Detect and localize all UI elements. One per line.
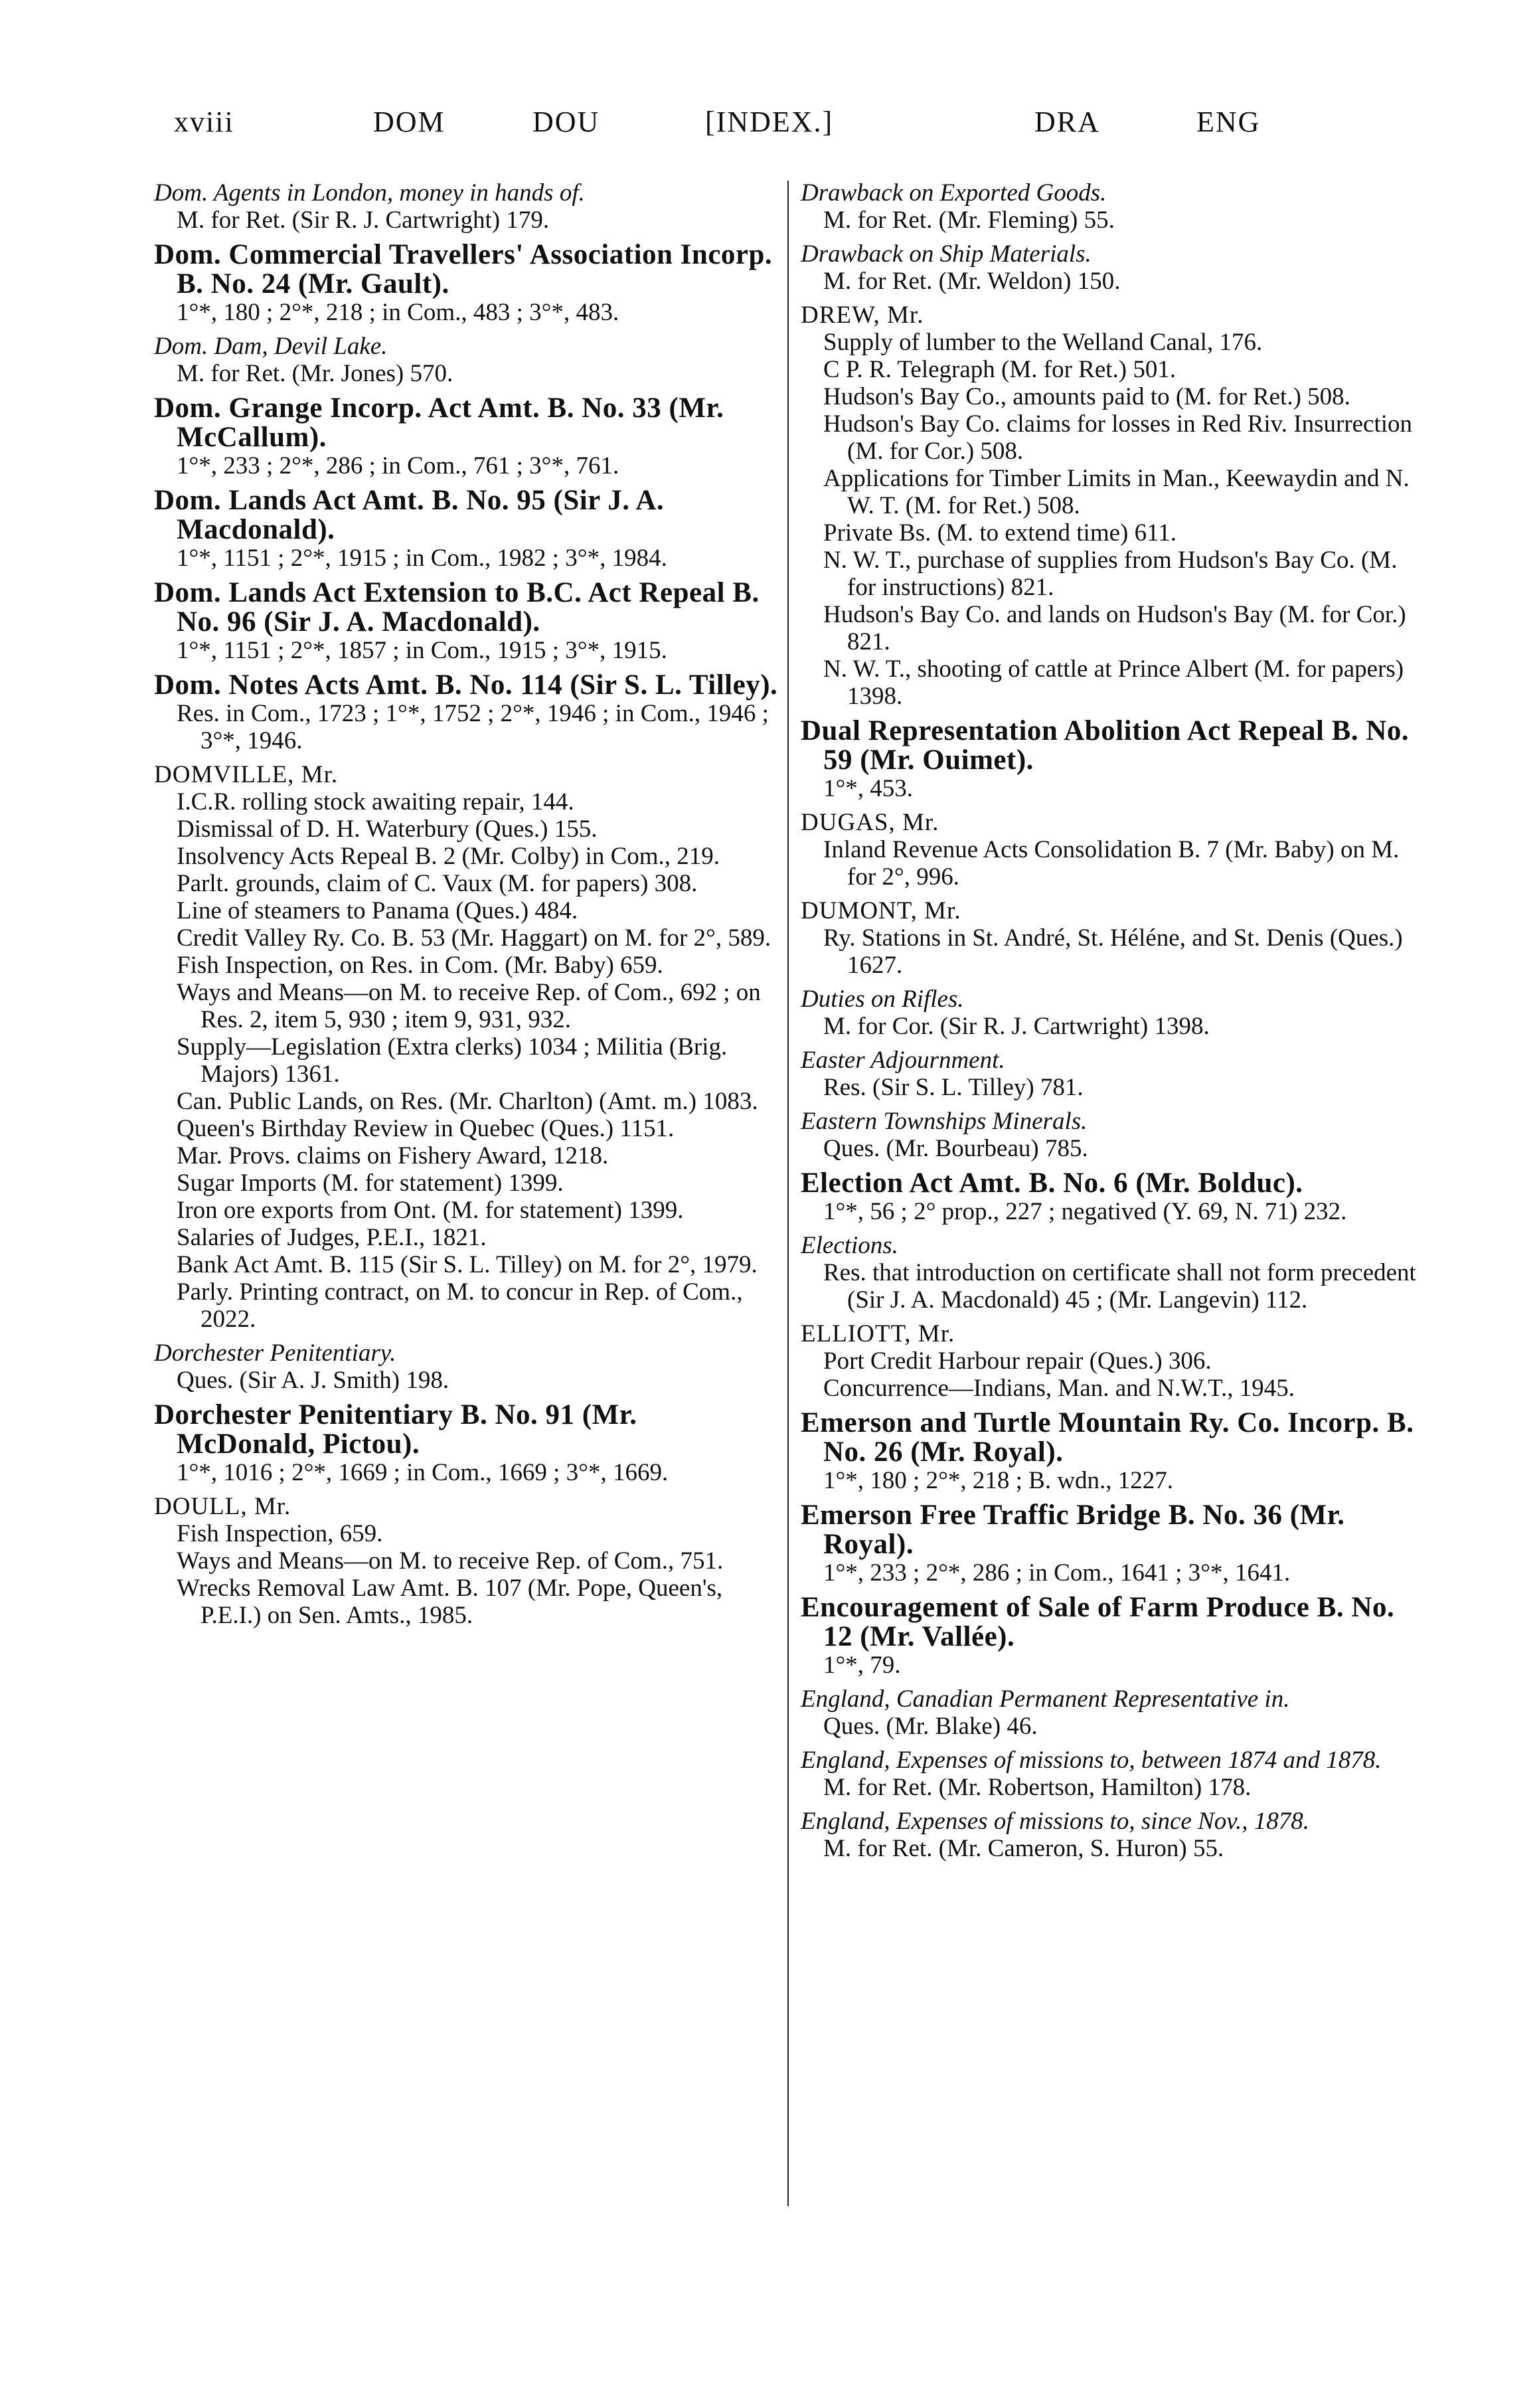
entry-reference: Applications for Timber Limits in Man., Keewaydin and N. W. T. (M. for Ret.) 508. — [823, 465, 1410, 519]
index-entry — [801, 1593, 1425, 1679]
entry-reference: Supply—Legislation (Extra clerks) 1034 ; Militia (Brig. Majors) 1361. — [177, 1033, 728, 1088]
entry-reference: Res. (Sir S. L. Tilley) 781. — [823, 1074, 1084, 1101]
index-entry — [154, 578, 778, 664]
entry-reference: M. for Ret. (Mr. Fleming) 55. — [823, 207, 1115, 234]
index-entry — [801, 1409, 1425, 1494]
entry-reference: Line of steamers to Panama (Ques.) 484. — [177, 897, 578, 924]
index-entry — [154, 1493, 778, 1629]
entry-reference: Res. in Com., 1723 ; 1°*, 1752 ; 2°*, 1946 ; in Com., 1946 ; 3°*, 1946. — [177, 700, 769, 754]
entry-reference: Parly. Printing contract, on M. to concur in Rep. of Com., 2022. — [177, 1278, 743, 1333]
entry-reference: Ways and Means—on M. to receive Rep. of Com., 692 ; on Res. 2, item 5, 930 ; item 9, 931, 932. — [177, 979, 761, 1033]
index-entry — [801, 1747, 1425, 1801]
entry-reference: Dismissal of D. H. Waterbury (Ques.) 155. — [177, 816, 598, 843]
entry-reference: C P. R. Telegraph (M. for Ret.) 501. — [823, 356, 1176, 383]
index-entry — [801, 897, 1425, 979]
entry-heading: DOMVILLE, Mr. — [154, 761, 339, 788]
entry-reference: 1°*, 180 ; 2°*, 218 ; in Com., 483 ; 3°*, 483. — [177, 299, 619, 326]
page-number: xviii — [174, 106, 234, 138]
entry-reference: Ques. (Sir A. J. Smith) 198. — [177, 1367, 449, 1394]
entry-reference: Ques. (Mr. Blake) 46. — [823, 1713, 1038, 1740]
entry-reference: M. for Ret. (Mr. Jones) 570. — [177, 360, 453, 387]
entry-reference: N. W. T., shooting of cattle at Prince Albert (M. for papers) 1398. — [823, 655, 1404, 710]
index-entry — [154, 1339, 778, 1394]
index-entry — [154, 179, 778, 234]
entry-heading: England, Expenses of missions to, since Nov., 1878. — [801, 1808, 1309, 1835]
index-entry — [801, 1501, 1425, 1587]
header-term-4: ENG — [1196, 106, 1261, 138]
entry-reference: Parlt. grounds, claim of C. Vaux (M. for papers) 308. — [177, 870, 698, 897]
entry-reference: Ways and Means—on M. to receive Rep. of Com., 751. — [177, 1547, 724, 1575]
header-term-1: DOM — [373, 106, 446, 138]
entry-reference: Hudson's Bay Co., amounts paid to (M. for Ret.) 508. — [823, 383, 1350, 410]
entry-heading: Dual Representation Abolition Act Repeal B. No. 59 (Mr. Ouimet). — [801, 715, 1410, 776]
entry-reference: Fish Inspection, on Res. in Com. (Mr. Baby) 659. — [177, 952, 663, 979]
entry-reference: Inland Revenue Acts Consolidation B. 7 (Mr. Baby) on M. for 2°, 996. — [823, 836, 1400, 891]
entry-heading: Drawback on Ship Materials. — [801, 240, 1092, 268]
entry-heading: Emerson and Turtle Mountain Ry. Co. Incorp. B. No. 26 (Mr. Royal). — [801, 1407, 1414, 1468]
entry-reference: Hudson's Bay Co. claims for losses in Red Riv. Insurrection (M. for Cor.) 508. — [823, 410, 1413, 465]
header-term-2: DOU — [532, 106, 600, 138]
index-entry — [801, 1808, 1425, 1862]
entry-reference: Wrecks Removal Law Amt. B. 107 (Mr. Pope, Queen's, P.E.I.) on Sen. Amts., 1985. — [177, 1575, 723, 1629]
entry-reference: I.C.R. rolling stock awaiting repair, 144. — [177, 788, 574, 816]
index-entry — [801, 240, 1425, 295]
entry-heading: Dom. Notes Acts Amt. B. No. 114 (Sir S. L. Tilley). — [154, 669, 778, 701]
entry-reference: 1°*, 233 ; 2°*, 286 ; in Com., 1641 ; 3°*, 1641. — [823, 1559, 1291, 1587]
entry-reference: Private Bs. (M. to extend time) 611. — [823, 519, 1176, 547]
entry-reference: 1°*, 453. — [823, 775, 914, 802]
entry-heading: Dorchester Penitentiary. — [154, 1339, 396, 1367]
entry-reference: Concurrence—Indians, Man. and N.W.T., 1945. — [823, 1375, 1295, 1402]
entry-reference: Queen's Birthday Review in Quebec (Ques.) 1151. — [177, 1115, 675, 1142]
header-term-3: DRA — [1034, 106, 1100, 138]
entry-reference: Hudson's Bay Co. and lands on Hudson's Bay (M. for Cor.) 821. — [823, 601, 1406, 655]
entry-heading: Dom. Lands Act Extension to B.C. Act Repeal B. No. 96 (Sir J. A. Macdonald). — [154, 577, 760, 638]
index-entry — [154, 333, 778, 387]
entry-reference: Port Credit Harbour repair (Ques.) 306. — [823, 1347, 1212, 1375]
column-divider — [787, 181, 789, 2206]
entry-heading: DUMONT, Mr. — [801, 897, 961, 924]
entry-reference: M. for Ret. (Sir R. J. Cartwright) 179. — [177, 207, 550, 234]
entry-reference: Sugar Imports (M. for statement) 1399. — [177, 1169, 564, 1197]
index-entry — [801, 1320, 1425, 1402]
entry-heading: Election Act Amt. B. No. 6 (Mr. Bolduc). — [801, 1167, 1303, 1199]
entry-reference: 1°*, 56 ; 2° prop., 227 ; negatived (Y. 69, N. 71) 232. — [823, 1198, 1347, 1225]
index-entry — [801, 179, 1425, 234]
index-label: [INDEX.] — [705, 106, 834, 138]
entry-heading: Easter Adjournment. — [801, 1047, 1005, 1074]
entry-reference: 1°*, 1151 ; 2°*, 1915 ; in Com., 1982 ; 3°*, 1984. — [177, 545, 667, 572]
entry-reference: Res. that introduction on certificate shall not form precedent (Sir J. A. Macdonald) 45 ; (Mr. Langevin) 112. — [823, 1259, 1416, 1314]
entry-reference: Insolvency Acts Repeal B. 2 (Mr. Colby) in Com., 219. — [177, 843, 720, 870]
index-entry — [801, 1232, 1425, 1314]
index-entry — [154, 671, 778, 754]
running-header — [174, 105, 1276, 151]
entry-heading: Emerson Free Traffic Bridge B. No. 36 (Mr. Royal). — [801, 1500, 1345, 1560]
index-entry — [154, 1401, 778, 1486]
index-entry — [801, 1685, 1425, 1740]
index-entry — [801, 717, 1425, 802]
entry-heading: Dom. Agents in London, money in hands of. — [154, 179, 585, 207]
index-entry — [154, 240, 778, 326]
entry-reference: 1°*, 1151 ; 2°*, 1857 ; in Com., 1915 ; 3°*, 1915. — [177, 637, 667, 664]
entry-heading: England, Canadian Permanent Representative in. — [801, 1685, 1290, 1713]
entry-heading: Dom. Lands Act Amt. B. No. 95 (Sir J. A. Macdonald). — [154, 485, 665, 545]
entry-heading: Eastern Townships Minerals. — [801, 1108, 1088, 1135]
index-entry — [801, 1169, 1425, 1225]
index-entry — [801, 1047, 1425, 1101]
entry-reference: Salaries of Judges, P.E.I., 1821. — [177, 1224, 487, 1251]
entry-reference: Fish Inspection, 659. — [177, 1520, 383, 1547]
entry-reference: 1°*, 233 ; 2°*, 286 ; in Com., 761 ; 3°*, 761. — [177, 452, 619, 479]
entry-heading: DOULL, Mr. — [154, 1493, 291, 1520]
index-entry — [801, 1108, 1425, 1162]
entry-heading: Duties on Rifles. — [801, 986, 964, 1013]
entry-reference: Can. Public Lands, on Res. (Mr. Charlton) (Amt. m.) 1083. — [177, 1088, 758, 1115]
entry-reference: 1°*, 79. — [823, 1652, 901, 1679]
left-column — [154, 179, 778, 1636]
entry-reference: Ry. Stations in St. André, St. Héléne, and St. Denis (Ques.) 1627. — [823, 924, 1403, 979]
entry-reference: N. W. T., purchase of supplies from Hudson's Bay Co. (M. for instructions) 821. — [823, 547, 1398, 601]
entry-heading: England, Expenses of missions to, between 1874 and 1878. — [801, 1747, 1382, 1774]
right-column — [801, 179, 1425, 1869]
index-entry — [154, 394, 778, 479]
index-entry — [801, 986, 1425, 1040]
index-entry — [154, 486, 778, 572]
entry-heading: Dom. Grange Incorp. Act Amt. B. No. 33 (Mr. McCallum). — [154, 392, 724, 453]
entry-heading: Elections. — [801, 1232, 898, 1259]
index-entry — [154, 761, 778, 1333]
entry-reference: Mar. Provs. claims on Fishery Award, 1218. — [177, 1142, 609, 1169]
entry-heading: Dom. Commercial Travellers' Association Incorp. B. No. 24 (Mr. Gault). — [154, 239, 773, 300]
entry-heading: DREW, Mr. — [801, 301, 924, 329]
index-entry — [801, 301, 1425, 710]
index-entry — [801, 809, 1425, 891]
entry-reference: 1°*, 1016 ; 2°*, 1669 ; in Com., 1669 ; 3°*, 1669. — [177, 1459, 669, 1486]
entry-reference: Credit Valley Ry. Co. B. 53 (Mr. Haggart) on M. for 2°, 589. — [177, 924, 771, 952]
entry-heading: Encouragement of Sale of Farm Produce B. No. 12 (Mr. Vallée). — [801, 1592, 1395, 1652]
entry-heading: DUGAS, Mr. — [801, 809, 939, 836]
entry-reference: M. for Ret. (Mr. Robertson, Hamilton) 178. — [823, 1774, 1252, 1801]
entry-reference: M. for Cor. (Sir R. J. Cartwright) 1398. — [823, 1013, 1210, 1040]
entry-reference: 1°*, 180 ; 2°*, 218 ; B. wdn., 1227. — [823, 1467, 1174, 1494]
entry-heading: ELLIOTT, Mr. — [801, 1320, 955, 1347]
entry-reference: Ques. (Mr. Bourbeau) 785. — [823, 1135, 1088, 1162]
entry-reference: M. for Ret. (Mr. Weldon) 150. — [823, 268, 1121, 295]
entry-reference: Bank Act Amt. B. 115 (Sir S. L. Tilley) on M. for 2°, 1979. — [177, 1251, 758, 1278]
entry-heading: Dorchester Penitentiary B. No. 91 (Mr. McDonald, Pictou). — [154, 1399, 637, 1460]
entry-heading: Drawback on Exported Goods. — [801, 179, 1107, 207]
entry-reference: M. for Ret. (Mr. Cameron, S. Huron) 55. — [823, 1835, 1224, 1862]
entry-reference: Iron ore exports from Ont. (M. for statement) 1399. — [177, 1197, 684, 1224]
entry-heading: Dom. Dam, Devil Lake. — [154, 333, 388, 360]
entry-reference: Supply of lumber to the Welland Canal, 176. — [823, 329, 1263, 356]
